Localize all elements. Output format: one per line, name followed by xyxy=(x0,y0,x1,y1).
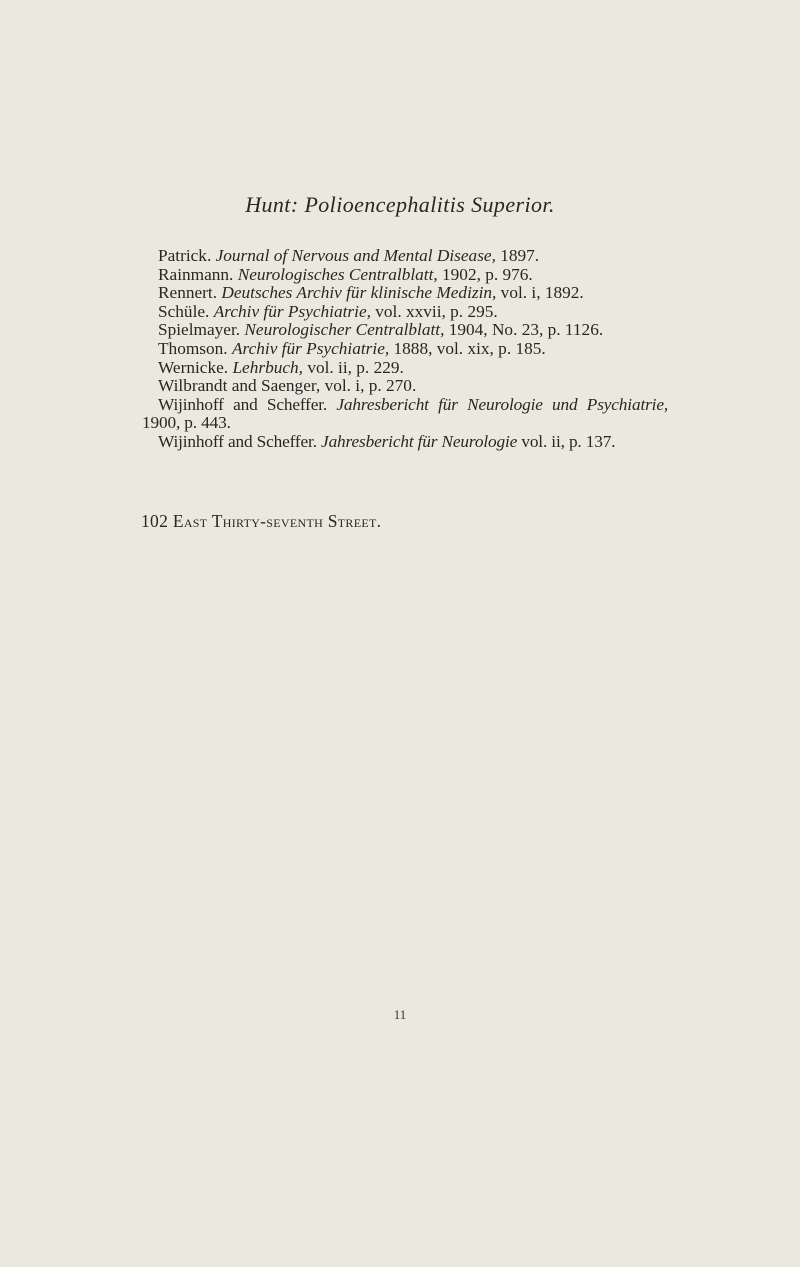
reference-author: Spielmayer. xyxy=(158,320,241,340)
reference-title: Deutsches Archiv für klinische Medizin, xyxy=(221,283,497,303)
reference-entry xyxy=(142,266,668,285)
reference-details: 1897. xyxy=(495,246,540,265)
address-text: 102 East Thirty-seventh Street. xyxy=(141,511,382,531)
reference-details: vol. i, 1892. xyxy=(496,283,584,303)
reference-title: Neurologischer Centralblatt, xyxy=(244,320,445,340)
reference-entry xyxy=(142,284,668,303)
reference-details: 1904, No. 23, p. 1126. xyxy=(444,320,604,340)
reference-details: vol. ii, p. 137. xyxy=(517,431,616,451)
reference-entry xyxy=(142,340,668,359)
reference-entry xyxy=(142,433,668,452)
reference-list xyxy=(142,247,668,452)
reference-author: Wernicke. xyxy=(158,357,229,377)
reference-entry xyxy=(142,303,668,322)
reference-entry xyxy=(142,396,668,433)
reference-title: Lehrbuch, xyxy=(232,357,303,377)
reference-entry xyxy=(142,377,668,396)
reference-author: Thomson. xyxy=(158,338,228,358)
reference-details: vol. ii, p. 229. xyxy=(303,357,404,377)
reference-title: Archiv für Psychiatrie, xyxy=(231,338,390,358)
reference-details: vol. xxvii, p. 295. xyxy=(370,301,498,321)
reference-details: 1888, vol. xix, p. 185. xyxy=(389,338,546,358)
reference-title: Journal of Nervous and Mental Disease, xyxy=(215,246,496,265)
reference-author: Patrick. xyxy=(158,246,212,265)
author-address xyxy=(141,511,381,532)
reference-author: Schüle. xyxy=(158,301,210,321)
reference-entry xyxy=(142,359,668,378)
running-head: Hunt: Polioencephalitis Superior. xyxy=(245,192,555,217)
reference-author: Rainmann. xyxy=(158,264,234,284)
reference-title: Neurologisches Centralblatt, xyxy=(237,264,438,284)
reference-details: 1900, p. 443. xyxy=(142,413,231,433)
reference-entry xyxy=(142,321,668,340)
reference-author: Wijinhoff and Scheffer. xyxy=(158,394,328,414)
reference-title: Jahresbericht für Neurologie und Psychiatrie, xyxy=(336,394,669,414)
reference-entry xyxy=(142,247,668,266)
reference-author: Wijinhoff and Scheffer. xyxy=(158,431,317,451)
reference-details: 1902, p. 976. xyxy=(437,264,533,284)
reference-title: Archiv für Psychiatrie, xyxy=(213,301,371,321)
reference-title: Jahresbericht für Neurologie xyxy=(321,431,518,451)
page-number: 11 xyxy=(393,1007,407,1022)
reference-author: Rennert. xyxy=(158,283,218,303)
reference-details: vol. i, p. 270. xyxy=(320,376,417,396)
reference-author: Wilbrandt and Saenger, xyxy=(158,376,321,396)
